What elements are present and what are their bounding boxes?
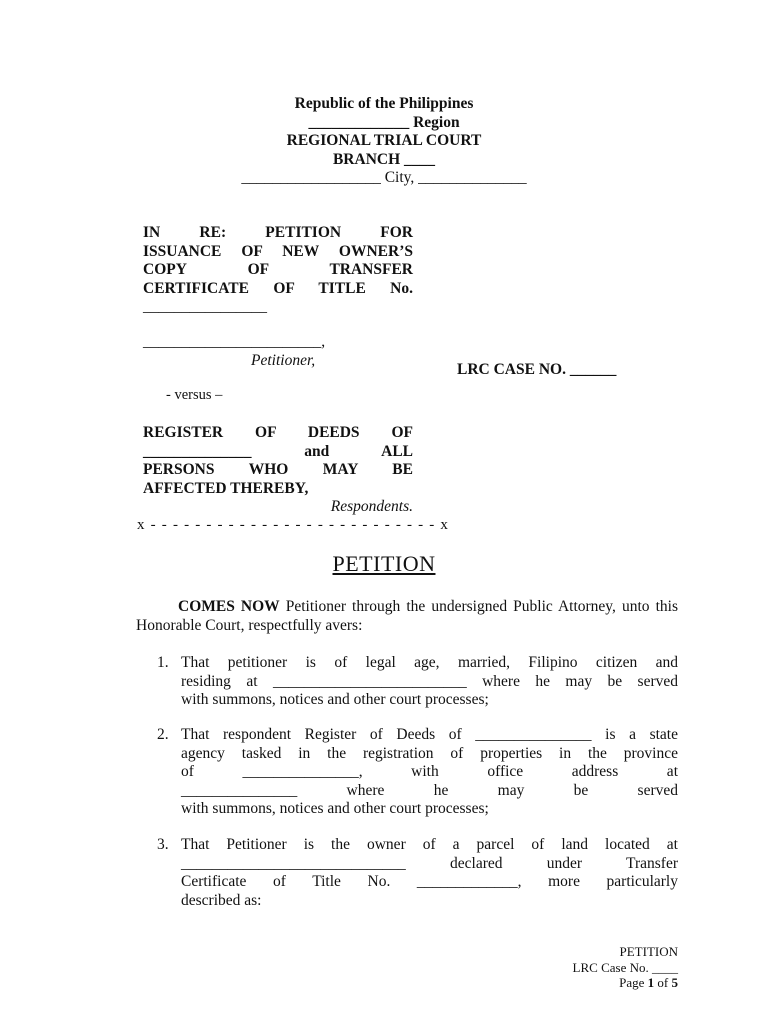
header-region: _____________ Region [308,113,460,131]
caption-line: REGISTER OF DEEDS OF [143,424,413,441]
page-total: 5 [671,975,678,991]
caption-separator: x - - - - - - - - - - - - - - - - - - - - - - - - - - x [137,517,450,533]
item-line: of _______________, with office address at [181,763,678,781]
item-number: 1. [157,654,169,671]
item-line: described as: [181,891,262,909]
caption-line: CERTIFICATE OF TITLE No. [143,279,413,297]
item-number: 3. [157,836,169,853]
page-prefix: Page [619,975,648,991]
list-item [157,836,678,910]
petitioner-block [143,333,413,370]
caption-line: ______________ and ALL [143,442,413,460]
intro-text: Petitioner through the undersigned Public Attorney, unto this Honorable Court, respectfully avers: [136,598,678,634]
item-line: _____________________________ declared under Transfer [181,854,678,872]
versus-label: - versus – [166,387,223,403]
caption-line: COPY OF TRANSFER [143,261,413,279]
intro-paragraph [136,598,678,635]
item-number: 2. [157,726,169,743]
item-line: That petitioner is of legal age, married, Filipino citizen and [181,654,678,671]
item-line: That Petitioner is the owner of a parcel of land located at [181,836,678,853]
header-court: REGIONAL TRIAL COURT [286,132,482,149]
respondents-label: Respondents. [330,498,413,516]
caption-line: PERSONS WHO MAY BE [143,461,413,479]
item-line: _______________ where he may be served [181,781,678,799]
petitioner-label: Petitioner, [251,351,316,369]
caption-line: ISSUANCE OF NEW OWNER’S [143,242,413,260]
item-line: That respondent Register of Deeds of _______________ is a state [181,726,678,743]
list-item [157,726,678,819]
footer-title: PETITION [619,944,678,959]
petitioner-blank: _______________________, [143,333,326,350]
case-caption-in-re [143,224,413,317]
caption-line: IN RE: PETITION FOR [143,224,413,241]
intro-lead: COMES NOW [178,598,280,615]
page-current: 1 [647,975,655,991]
item-line: with summons, notices and other court processes; [181,691,489,709]
item-line: agency tasked in the registration of properties in the province [181,744,678,762]
page-footer [573,944,678,991]
document-title: PETITION [332,551,436,576]
header-republic: Republic of the Philippines [294,95,474,112]
court-header [0,95,768,188]
item-line: with summons, notices and other court processes; [181,800,489,818]
header-city: __________________ City, ______________ [241,169,527,186]
header-branch: BRANCH ____ [332,150,436,168]
case-caption-respondents [143,424,413,517]
lrc-case-number: LRC CASE NO. ______ [457,361,617,378]
list-item [157,654,678,710]
caption-line: ________________ [143,298,267,316]
page-mid: of [654,975,672,991]
caption-line: AFFECTED THEREBY, [143,479,309,497]
footer-case-no: LRC Case No. ____ [572,959,678,975]
item-line: residing at _________________________ where he may be served [181,672,678,690]
page-number [573,975,678,991]
item-line: Certificate of Title No. _____________, more particularly [181,873,678,891]
